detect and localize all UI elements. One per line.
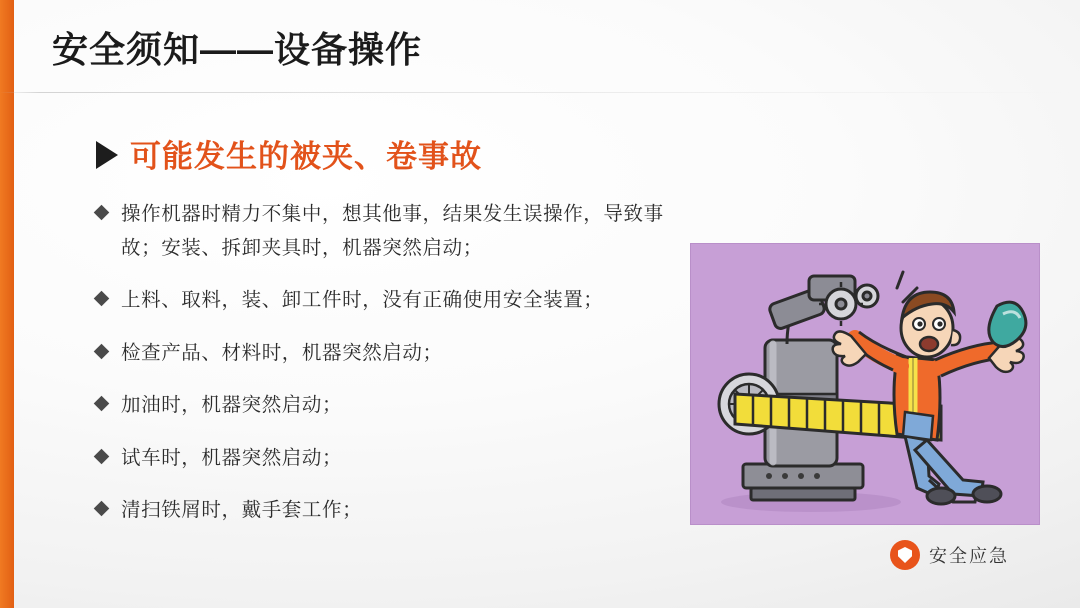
subheading-label: 可能发生的被夹、卷事故	[130, 139, 482, 174]
list-item-text: 上料、取料，装、卸工件时，没有正确使用安全装置；	[121, 289, 604, 312]
list-item	[96, 389, 696, 423]
list-item	[96, 284, 696, 318]
diamond-bullet-icon	[94, 205, 110, 221]
footer-logo-label: 安全应急	[929, 546, 1009, 566]
list-item-text: 操作机器时精力不集中，想其他事，结果发生误操作，导致事故；安装、拆卸夹具时，机器突然启动；	[121, 203, 664, 259]
page-title: 安全须知——设备操作	[52, 29, 423, 70]
diamond-bullet-icon	[94, 343, 110, 359]
diamond-bullet-icon	[94, 291, 110, 307]
list-item-text: 清扫铁屑时，戴手套工作；	[121, 499, 363, 522]
list-item-text: 加油时，机器突然启动；	[121, 394, 343, 417]
diamond-bullet-icon	[94, 396, 110, 412]
accident-illustration	[690, 243, 1040, 525]
list-item	[96, 337, 696, 371]
bullet-list	[96, 198, 696, 547]
list-item	[96, 198, 696, 265]
list-item	[96, 442, 696, 476]
subheading	[96, 131, 482, 176]
list-item-text: 试车时，机器突然启动；	[121, 446, 343, 469]
shield-icon	[890, 540, 920, 570]
diamond-bullet-icon	[94, 448, 110, 464]
list-item-text: 检查产品、材料时，机器突然启动；	[121, 341, 443, 364]
diamond-bullet-icon	[94, 501, 110, 517]
footer-logo	[890, 540, 1009, 570]
title-divider	[0, 92, 1080, 93]
triangle-bullet-icon	[96, 141, 118, 169]
list-item	[96, 494, 696, 528]
